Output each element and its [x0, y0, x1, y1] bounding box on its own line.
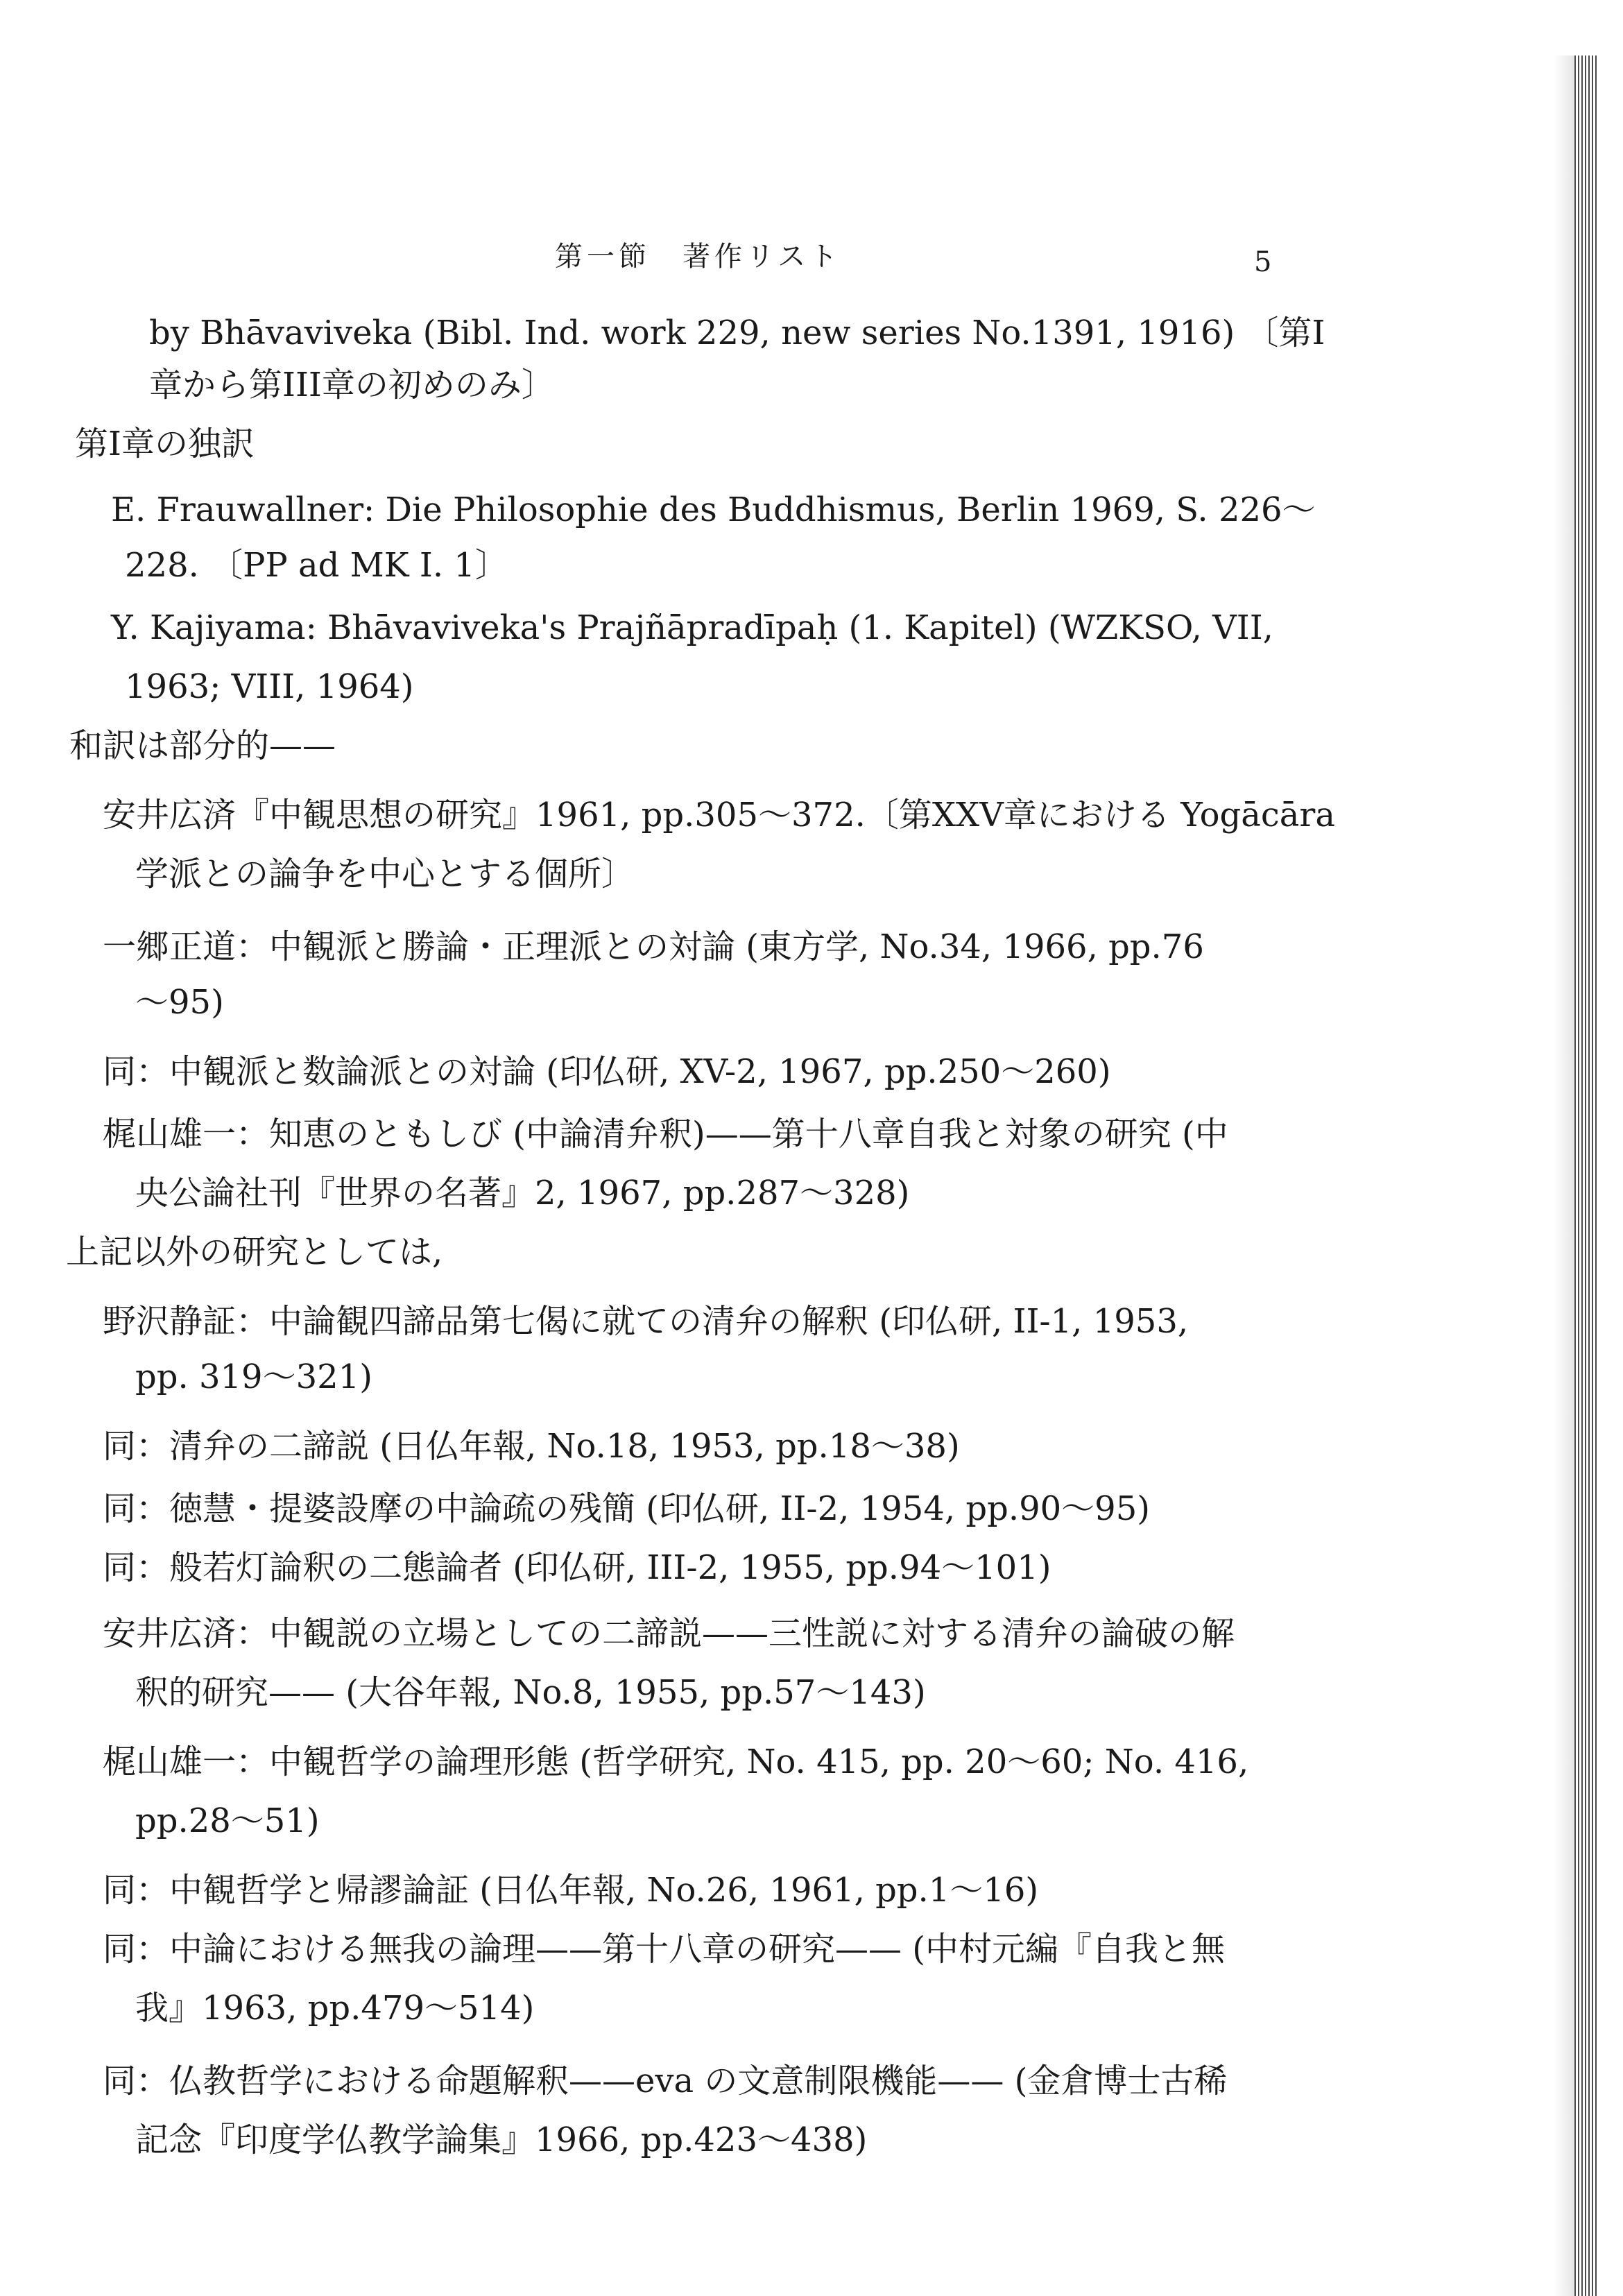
- binding-shadow: [1554, 55, 1574, 2296]
- text-line: 梶山雄一：知恵のともしび (中論清弁釈)——第十八章自我と対象の研究 (中: [103, 1115, 1228, 1154]
- text-line: 同：清弁の二諦説 (日仏年報, No.18, 1953, pp.18〜38): [103, 1427, 960, 1466]
- text-line: 学派との論争を中心とする個所〕: [135, 855, 635, 893]
- text-line: 1963; VIII, 1964): [125, 667, 414, 706]
- text-line: 同：徳慧・提婆設摩の中論疏の残簡 (印仏研, II-2, 1954, pp.90〜95): [103, 1489, 1150, 1528]
- page-number: 5: [1254, 246, 1272, 278]
- text-line: 228. 〔PP ad MK I. 1〕: [125, 546, 508, 585]
- section-line: 上記以外の研究としては,: [66, 1233, 443, 1271]
- text-line: E. Frauwallner: Die Philosophie des Buddhismus, Berlin 1969, S. 226〜: [111, 490, 1316, 529]
- text-line: 野沢静証：中論観四諦品第七偈に就ての清弁の解釈 (印仏研, II-1, 1953,: [103, 1302, 1189, 1341]
- text-line: 梶山雄一：中観哲学の論理形態 (哲学研究, No. 415, pp. 20〜60; No. 416,: [103, 1742, 1249, 1781]
- text-line: 央公論社刊『世界の名著』2, 1967, pp.287〜328): [135, 1174, 910, 1213]
- text-line: 同：中観派と数論派との対論 (印仏研, XV-2, 1967, pp.250〜260): [103, 1052, 1111, 1091]
- text-line: 同：般若灯論釈の二態論者 (印仏研, III-2, 1955, pp.94〜101): [103, 1548, 1051, 1587]
- text-line: 同：中論における無我の論理——第十八章の研究—— (中村元編『自我と無: [103, 1930, 1225, 1969]
- text-line: 同：中観哲学と帰謬論証 (日仏年報, No.26, 1961, pp.1〜16): [103, 1871, 1039, 1910]
- running-head: 第一節 著作リスト: [555, 241, 842, 273]
- text-line: pp. 319〜321): [135, 1357, 372, 1396]
- text-line: Y. Kajiyama: Bhāvaviveka's Prajñāpradīpaḥ (1. Kapitel) (WZKSO, VII,: [111, 608, 1273, 647]
- binding-edge: [1574, 55, 1597, 2296]
- text-line: 記念『印度学仏教学論集』1966, pp.423〜438): [135, 2121, 868, 2159]
- text-line: 一郷正道：中観派と勝論・正理派との対論 (東方学, No.34, 1966, pp.76: [103, 927, 1204, 966]
- text-line: 釈的研究—— (大谷年報, No.8, 1955, pp.57〜143): [135, 1673, 926, 1712]
- text-line: by Bhāvaviveka (Bibl. Ind. work 229, new series No.1391, 1916) 〔第I: [149, 314, 1325, 352]
- text-line: 同：仏教哲学における命題解釈——eva の文意制限機能—— (金倉博士古稀: [103, 2062, 1228, 2100]
- text-line: 安井広済：中観説の立場としての二諦説——三性説に対する清弁の論破の解: [103, 1614, 1235, 1653]
- section-line: 第I章の独訳: [75, 425, 255, 463]
- text-line: pp.28〜51): [135, 1801, 320, 1840]
- text-line: 章から第III章の初めのみ〕: [149, 366, 555, 404]
- page-header: [0, 236, 1623, 277]
- text-line: 安井広済『中観思想の研究』1961, pp.305〜372.〔第XXV章における Yogācāra: [103, 796, 1335, 834]
- text-line: 我』1963, pp.479〜514): [135, 1989, 535, 2028]
- text-line: 〜95): [135, 983, 224, 1022]
- section-line: 和訳は部分的——: [69, 726, 336, 765]
